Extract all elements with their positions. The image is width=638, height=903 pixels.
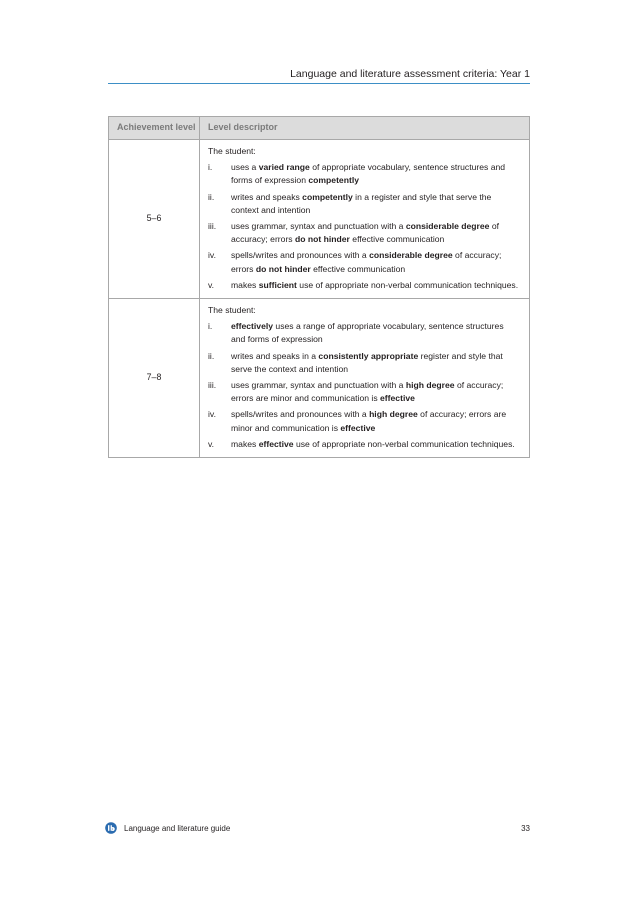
emphasis-text: competently <box>302 191 353 202</box>
text-segment: uses a range of appropriate vocabulary, sentence structures and forms of expression <box>231 321 504 345</box>
assessment-criteria-table <box>108 116 530 458</box>
descriptor-item <box>208 438 519 451</box>
text-segment: uses grammar, syntax and punctuation with a <box>231 221 406 232</box>
item-text <box>231 408 519 434</box>
page-number: 33 <box>521 824 530 833</box>
item-numeral: v. <box>208 438 215 449</box>
level-descriptor-cell <box>200 140 530 299</box>
text-segment: makes <box>231 438 259 449</box>
text-segment: of accuracy; errors are minor and communication is <box>231 409 507 433</box>
text-segment: spells/writes and pronounces with a <box>231 409 370 420</box>
descriptor-item <box>208 408 519 434</box>
item-text <box>231 249 519 275</box>
item-numeral: ii. <box>208 350 215 361</box>
item-text <box>231 320 519 346</box>
item-numeral: v. <box>208 279 215 290</box>
item-text <box>231 350 519 376</box>
emphasis-text: sufficient <box>258 279 297 290</box>
emphasis-text: effective <box>340 422 376 433</box>
table-body <box>109 140 530 458</box>
emphasis-text: consistently appropriate <box>318 350 419 361</box>
item-numeral: ii. <box>208 191 215 202</box>
descriptor-item <box>208 279 519 292</box>
text-segment: in a register and style that serve the context and intention <box>231 191 492 215</box>
text-segment: writes and speaks in a <box>231 350 319 361</box>
table-header-row <box>109 117 530 140</box>
text-segment: effective communication <box>310 263 406 274</box>
ib-logo-icon <box>105 822 117 834</box>
emphasis-text: effective <box>258 438 294 449</box>
item-numeral: iii. <box>208 380 217 391</box>
item-text <box>231 161 519 187</box>
text-segment: writes and speaks <box>231 191 303 202</box>
table-row <box>109 140 530 299</box>
text-segment: of accuracy; errors <box>231 221 499 245</box>
item-text <box>231 438 519 451</box>
emphasis-text: varied range <box>258 162 310 173</box>
achievement-level-cell: 7–8 <box>109 299 200 458</box>
descriptor-item <box>208 350 519 376</box>
text-segment: use of appropriate non-verbal communication techniques. <box>296 279 519 290</box>
emphasis-text: considerable degree <box>405 221 490 232</box>
text-segment: uses grammar, syntax and punctuation with a <box>231 380 406 391</box>
descriptor-item <box>208 191 519 217</box>
table-row <box>109 299 530 458</box>
descriptor-item <box>208 220 519 246</box>
emphasis-text: competently <box>308 175 359 186</box>
emphasis-text: effective <box>380 393 415 404</box>
item-text <box>231 191 519 217</box>
item-text <box>231 279 519 292</box>
emphasis-text: effectively <box>231 321 274 332</box>
emphasis-text: do not hinder <box>255 263 311 274</box>
text-segment: of appropriate vocabulary, sentence structures and forms of expression <box>231 162 506 186</box>
text-segment: of accuracy; errors <box>231 250 502 274</box>
text-segment: makes <box>231 279 259 290</box>
column-header-level: Achievement level <box>109 117 200 140</box>
text-segment: spells/writes and pronounces with a <box>231 250 370 261</box>
descriptor-intro: The student: <box>208 146 256 156</box>
emphasis-text: do not hinder <box>295 234 350 245</box>
achievement-level-cell: 5–6 <box>109 140 200 299</box>
emphasis-text: high degree <box>369 409 418 420</box>
column-header-descriptor: Level descriptor <box>200 117 530 140</box>
text-segment: register and style that serve the context and intention <box>231 350 503 374</box>
item-text <box>231 220 519 246</box>
text-segment: effective communication <box>349 234 445 245</box>
header-rule <box>108 83 530 84</box>
descriptor-item <box>208 161 519 187</box>
descriptor-item <box>208 320 519 346</box>
item-numeral: iv. <box>208 250 216 261</box>
level-descriptor-cell <box>200 299 530 458</box>
emphasis-text: considerable degree <box>369 250 453 261</box>
text-segment: uses a <box>231 162 259 173</box>
item-numeral: i. <box>208 321 213 332</box>
item-numeral: iii. <box>208 221 217 232</box>
item-text <box>231 379 519 405</box>
item-numeral: i. <box>208 162 213 173</box>
descriptor-intro: The student: <box>208 305 256 316</box>
text-segment: of accuracy; errors are minor and communication is <box>231 380 504 404</box>
descriptor-item <box>208 379 519 405</box>
item-numeral: iv. <box>208 409 216 420</box>
text-segment: use of appropriate non-verbal communication techniques. <box>293 438 515 449</box>
emphasis-text: high degree <box>405 380 455 391</box>
footer-title: Language and literature guide <box>124 824 231 833</box>
descriptor-item <box>208 249 519 275</box>
page-header-title: Language and literature assessment criteria: Year 1 <box>290 68 530 80</box>
